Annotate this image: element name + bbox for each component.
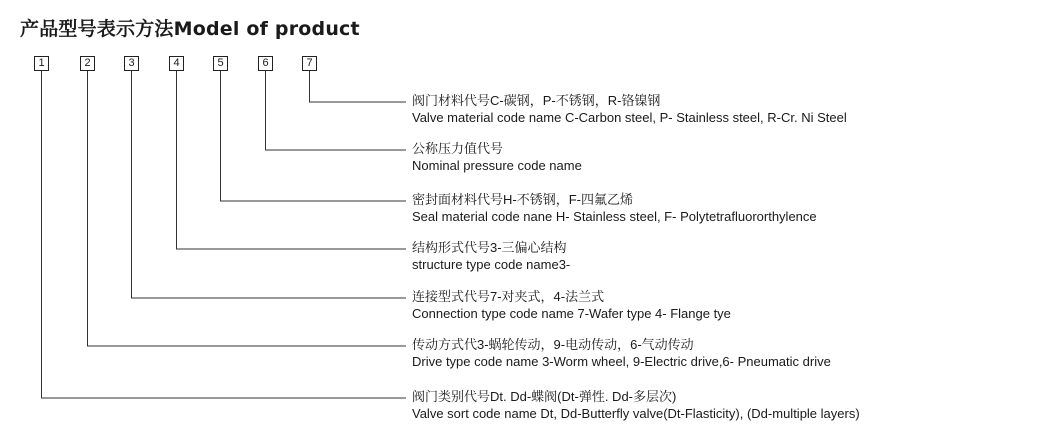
code-box-1: 1 xyxy=(34,56,49,71)
connector-4 xyxy=(177,71,407,249)
entry-en: Seal material code nane H- Stainless steel, F- Polytetrafluororthylence xyxy=(412,209,817,224)
entry-zh: 阀门类别代号Dt. Dd-蝶阀(Dt-弹性. Dd-多层次) xyxy=(412,389,677,404)
entry-nominal-pressure xyxy=(412,140,582,174)
entry-valve-material xyxy=(412,92,847,126)
code-box-7: 7 xyxy=(302,56,317,71)
entry-zh: 密封面材料代号H-不锈钢，F-四氟乙烯 xyxy=(412,192,633,207)
connector-5 xyxy=(221,71,407,201)
entry-en: Drive type code name 3-Worm wheel, 9-Electric drive,6- Pneumatic drive xyxy=(412,354,831,369)
code-box-4: 4 xyxy=(169,56,184,71)
connector-6 xyxy=(266,71,407,150)
entry-en: Valve sort code name Dt, Dd-Butterfly valve(Dt-Flasticity), (Dd-multiple layers) xyxy=(412,406,860,421)
code-box-6: 6 xyxy=(258,56,273,71)
entry-en: Nominal pressure code name xyxy=(412,158,582,173)
entry-zh: 结构形式代号3-三偏心结构 xyxy=(412,240,567,255)
entry-structure-type xyxy=(412,239,570,273)
connector-1 xyxy=(42,71,407,398)
entry-seal-material xyxy=(412,191,817,225)
entry-zh: 阀门材料代号C-碳钢，P-不锈钢，R-铬镍钢 xyxy=(412,93,661,108)
entry-valve-sort xyxy=(412,388,860,422)
entry-zh: 传动方式代3-蜗轮传动，9-电动传动，6-气动传动 xyxy=(412,337,694,352)
entry-zh: 公称压力值代号 xyxy=(412,141,504,156)
code-box-3: 3 xyxy=(124,56,139,71)
connector-3 xyxy=(132,71,407,298)
entry-en: Valve material code name C-Carbon steel, P- Stainless steel, R-Cr. Ni Steel xyxy=(412,110,847,125)
code-box-2: 2 xyxy=(80,56,95,71)
connector-7 xyxy=(310,71,407,102)
entry-drive-type xyxy=(412,336,831,370)
connector-2 xyxy=(88,71,407,346)
entry-en: Connection type code name 7-Wafer type 4- Flange tye xyxy=(412,306,731,321)
entry-en: structure type code name3- xyxy=(412,257,571,272)
page-title: 产品型号表示方法Model of product xyxy=(20,18,360,40)
entry-connection-type xyxy=(412,288,731,322)
code-box-5: 5 xyxy=(213,56,228,71)
entry-zh: 连接型式代号7-对夹式，4-法兰式 xyxy=(412,289,605,304)
